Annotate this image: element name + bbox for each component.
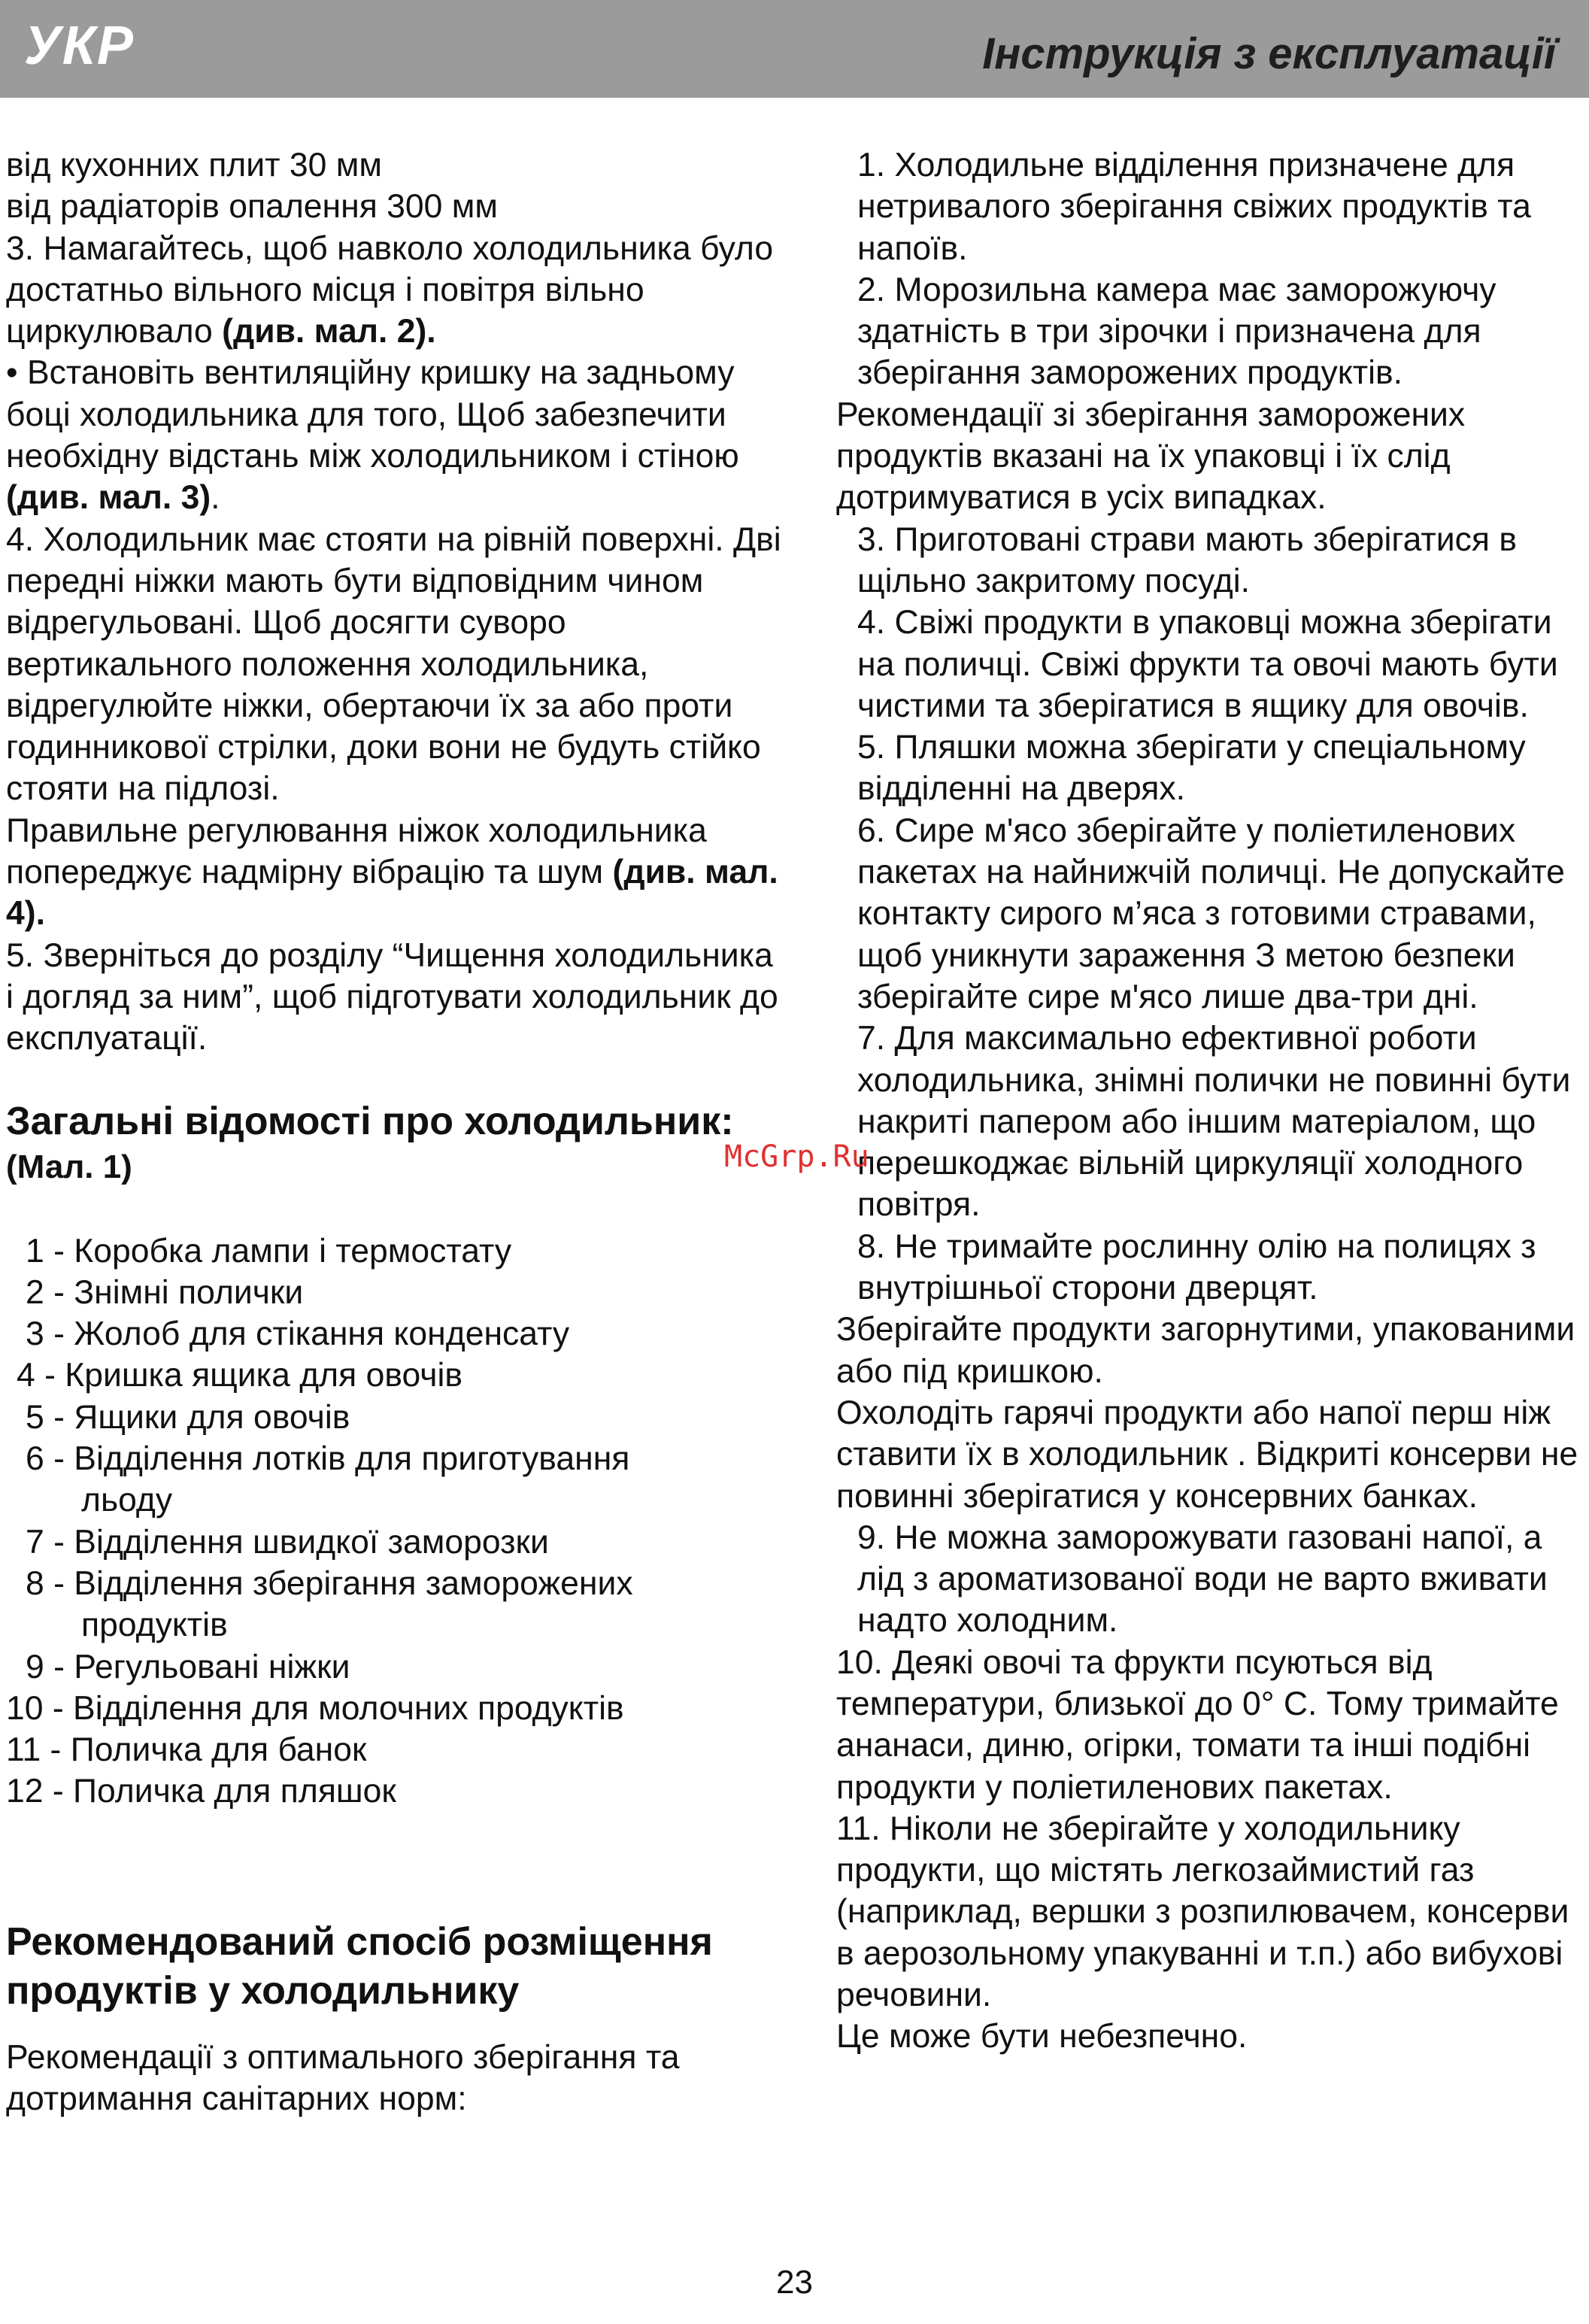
storage-rule-9: 9. Не можна заморожувати газовані напої, а лід з ароматизованої води не варто вживати надто холодним. <box>857 1518 1548 1640</box>
part-list-item: 12 - Поличка для пляшок <box>6 1773 396 1810</box>
part-list-item: 8 - Відділення зберігання заморожених <box>26 1564 633 1602</box>
right-column <box>836 144 1581 2058</box>
storage-rule-6: 6. Сире м'ясо зберігайте у поліетиленових пакетах на найнижчій поличці. Не допускайте контакту сирого м’яса з готовими стравами, щоб уникнути зараження З метою безпеки зберігайте сире м'ясо лише два-три дні. <box>857 812 1565 1015</box>
section-storage-intro: Рекомендації з оптимального зберігання та дотримання санітарних норм: <box>6 2038 680 2117</box>
part-list-item-cont: льоду <box>81 1482 173 1519</box>
section-general-info-subtitle: (Мал. 1) <box>6 1148 132 1185</box>
storage-rule-3: 3. Приготовані страви мають зберігатися в щільно закритому посуді. <box>857 520 1517 599</box>
left-column <box>6 144 788 2119</box>
part-list-item: 5 - Ящики для овочів <box>26 1398 350 1436</box>
storage-rule-8-note-2: Охолодіть гарячі продукти або напої перш ніж ставити їх в холодильник . Відкриті консерви не повинні зберігатися у консервних банках. <box>836 1394 1578 1515</box>
watermark-text: McGrp.Ru <box>724 1139 869 1174</box>
part-list-item: 3 - Жолоб для стікання конденсату <box>26 1315 570 1353</box>
language-label: УКР <box>24 16 135 76</box>
figure-reference: (див. мал. 2). <box>222 313 436 350</box>
part-list-item: 1 - Коробка лампи і термостату <box>26 1232 512 1270</box>
storage-rule-10: 10. Деякі овочі та фрукти псуються від температури, близької до 0° С. Тому тримайте ананаси, диню, огірки, томати та інші подібні продукти у поліетиленових пакетах. <box>836 1643 1559 1806</box>
part-list-item: 10 - Відділення для молочних продуктів <box>6 1689 624 1727</box>
page-number: 23 <box>776 2264 813 2301</box>
figure-reference: (див. мал. 4). <box>6 854 778 933</box>
storage-rule-4: 4. Свіжі продукти в упаковці можна зберігати на поличці. Свіжі фрукти та овочі мають бути чистими та зберігатися в ящику для овочів. <box>857 604 1558 724</box>
part-list-item-cont: продуктів <box>81 1606 228 1644</box>
storage-rule-8-note-1: Зберігайте продукти загорнутими, упакованими або під кришкою. <box>836 1311 1575 1390</box>
page-header <box>0 0 1589 98</box>
paragraph-text: Правильне регулювання ніжок холодильника попереджує надмірну вібрацію та шум <box>6 812 707 891</box>
storage-rule-5: 5. Пляшки можна зберігати у спеціальному відділенні на дверях. <box>857 729 1526 808</box>
paragraph-text: • Встановіть вентиляційну кришку на задньому боці холодильника для того, Щоб забезпечити необхідну відстань між холодильником і стіною <box>6 354 739 475</box>
part-list-item: 11 - Поличка для банок <box>6 1731 367 1769</box>
figure-reference: (див. мал. 3) <box>6 479 211 517</box>
storage-rule-2-note: Рекомендації зі зберігання заморожених продуктів вказані на їх упаковці і їх слід дотримуватися в усіх випадках. <box>836 396 1466 517</box>
storage-rule-2: 2. Морозильна камера має заморожуючу здатність в три зірочки і призначена для зберігання заморожених продуктів. <box>857 271 1497 392</box>
paragraph-air-circulation <box>6 228 788 353</box>
paragraph-cleaning-ref: 5. Зверніться до розділу “Чищення холодильника і догляд за ним”, щоб підготувати холодильник до експлуатації. <box>6 936 778 1057</box>
part-list-item: 6 - Відділення лотків для приготування <box>26 1440 630 1478</box>
paragraph-end: . <box>211 479 220 517</box>
section-storage-title: Рекомендований спосіб розміщення продуктів у холодильнику <box>6 1919 713 2013</box>
storage-rule-7: 7. Для максимально ефективної роботи холодильника, знімні полички не повинні бути накриті папером або іншим матеріалом, що перешкоджає вільній циркуляції холодного повітря. <box>857 1020 1571 1224</box>
storage-rule-11-warning: Це може бути небезпечно. <box>836 2018 1248 2055</box>
paragraph-text: 3. Намагайтесь, щоб навколо холодильника було достатньо вільного місця і повітря вільно циркулювало <box>6 229 774 350</box>
clearance-line-1: від кухонних плит 30 мм <box>6 147 382 184</box>
document-title: Інструкція з експлуатації <box>982 29 1556 78</box>
part-list-item: 7 - Відділення швидкої заморозки <box>26 1523 549 1561</box>
part-list-item: 2 - Знімні полички <box>26 1273 304 1311</box>
storage-rule-1: 1. Холодильне відділення призначене для нетривалого зберігання свіжих продуктів та напоїв. <box>857 147 1531 267</box>
clearance-line-2: від радіаторів опалення 300 мм <box>6 188 498 226</box>
paragraph-vent-cover <box>6 352 788 518</box>
storage-rule-8: 8. Не тримайте рослинну олію на полицях з внутрішньої сторони дверцят. <box>857 1227 1536 1307</box>
part-list-item: 9 - Регульовані ніжки <box>26 1648 350 1685</box>
storage-rule-11: 11. Ніколи не зберігайте у холодильнику продукти, що містять легкозаймистий газ (наприклад, вершки з розпилювачем, консерви в аерозольному упакуванні и т.п.) або вибухові речовини. <box>836 1810 1569 2014</box>
paragraph-feet-adjust <box>6 810 788 935</box>
section-general-info-title: Загальні відомості про холодильник: <box>6 1099 734 1143</box>
part-list-item: 4 - Кришка ящика для овочів <box>17 1357 462 1394</box>
paragraph-level-surface: 4. Холодильник має стояти на рівній поверхні. Дві передні ніжки мають бути відповідним чином відрегульовані. Щоб досягти суворо вертикального положення холодильника, відрегулюйте ніжки, обертаючи їх за або проти годинникової стрілки, доки вони не будуть стійко стояти на підлозі. <box>6 520 781 808</box>
